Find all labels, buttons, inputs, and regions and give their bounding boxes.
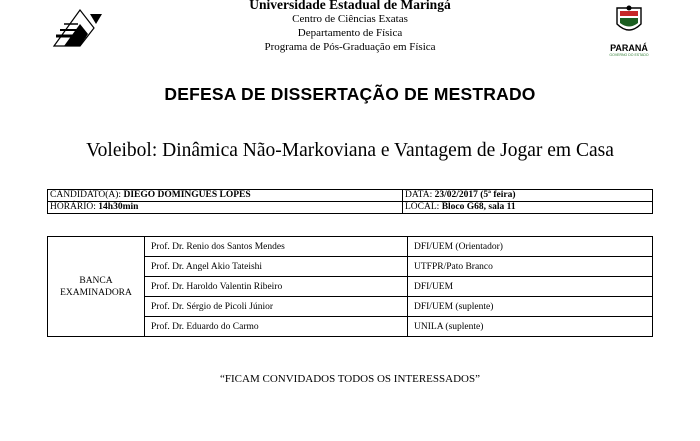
member-name: Prof. Dr. Haroldo Valentin Ribeiro — [145, 277, 408, 297]
time-label: HORÁRIO: — [50, 202, 96, 212]
university-name: Universidade Estadual de Maringá — [249, 0, 451, 12]
location-label: LOCAL: — [405, 202, 440, 212]
uem-logo — [50, 6, 106, 50]
location-cell — [403, 202, 653, 214]
location-value: Bloco G68, sala 11 — [441, 202, 516, 212]
parana-coat-of-arms-icon — [609, 4, 649, 38]
candidate-label: CANDIDATO(A): — [50, 190, 122, 200]
table-row — [48, 237, 653, 257]
member-affiliation: DFI/UEM — [408, 277, 653, 297]
program-name: Programa de Pós-Graduação em Física — [264, 41, 436, 53]
member-affiliation: UNILA (suplente) — [408, 317, 653, 337]
parana-logo — [596, 4, 662, 56]
member-name: Prof. Dr. Renio dos Santos Mendes — [145, 237, 408, 257]
institution-header — [200, 0, 500, 54]
date-cell — [403, 190, 653, 202]
member-affiliation: DFI/UEM (Orientador) — [408, 237, 653, 257]
time-value: 14h30min — [98, 202, 139, 212]
banca-table — [47, 236, 653, 337]
table-row — [48, 202, 653, 214]
time-cell — [48, 202, 403, 214]
parana-name: PARANÁ — [610, 43, 648, 53]
member-affiliation: DFI/UEM (suplente) — [408, 297, 653, 317]
department-name: Departamento de Física — [297, 27, 403, 39]
page-title: DEFESA DE DISSERTAÇÃO DE MESTRADO — [164, 84, 536, 104]
member-name: Prof. Dr. Eduardo do Carmo — [145, 317, 408, 337]
date-label: DATA: — [405, 190, 433, 200]
parana-subtitle: GOVERNO DO ESTADO — [609, 53, 649, 57]
banca-label: BANCA EXAMINADORA — [48, 237, 145, 337]
member-name: Prof. Dr. Angel Akio Tateishi — [145, 257, 408, 277]
date-value: 23/02/2017 (5ª feira) — [434, 190, 516, 200]
candidate-name: DIEGO DOMINGUES LOPES — [123, 190, 251, 200]
thesis-title: Voleibol: Dinâmica Não-Markoviana e Vantagem de Jogar em Casa — [86, 140, 614, 161]
table-row — [48, 190, 653, 202]
member-name: Prof. Dr. Sérgio de Picoli Júnior — [145, 297, 408, 317]
candidate-cell — [48, 190, 403, 202]
invitation-footer: “FICAM CONVIDADOS TODOS OS INTERESSADOS” — [220, 373, 480, 385]
member-affiliation: UTFPR/Pato Branco — [408, 257, 653, 277]
center-name: Centro de Ciências Exatas — [292, 13, 408, 25]
info-table — [47, 189, 653, 214]
